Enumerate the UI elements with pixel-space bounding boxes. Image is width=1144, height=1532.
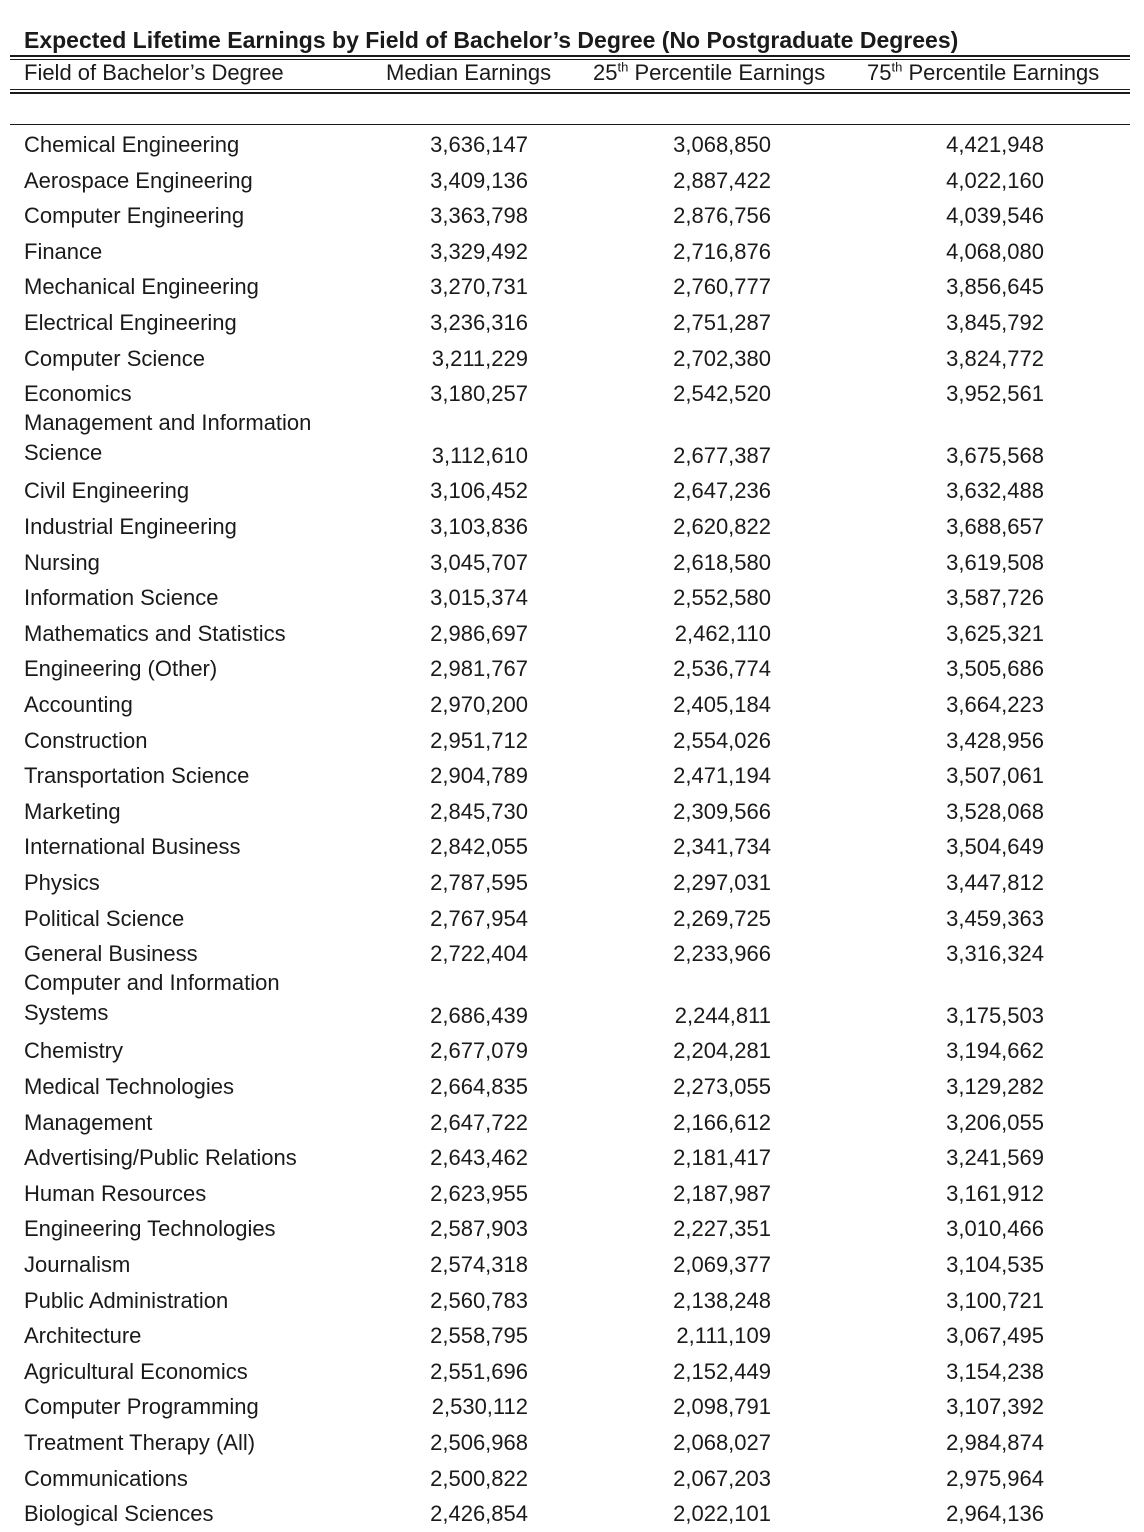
p25-cell: 2,876,756 <box>673 203 771 229</box>
median-cell: 2,970,200 <box>430 692 528 717</box>
median-cell: 2,845,730 <box>430 798 528 824</box>
field-cell: Electrical Engineering <box>24 310 237 335</box>
p75-cell: 3,154,238 <box>946 1358 1044 1384</box>
table-row <box>0 1283 1144 1319</box>
table-row <box>0 1033 1144 1069</box>
p25-cell: 2,233,966 <box>673 941 771 967</box>
p75-cell: 3,856,645 <box>946 274 1044 300</box>
p25-cell: 2,227,351 <box>673 1216 771 1242</box>
p75-cell: 3,241,569 <box>946 1145 1044 1171</box>
p75-cell: 3,194,662 <box>946 1038 1044 1064</box>
table-row <box>0 545 1144 581</box>
field-cell: Medical Technologies <box>24 1074 234 1099</box>
table-row <box>0 198 1144 234</box>
field-cell: Economics <box>24 381 132 407</box>
p75-cell: 4,022,160 <box>946 167 1044 193</box>
median-cell: 3,329,492 <box>430 238 528 264</box>
table-row <box>0 936 1144 972</box>
median-cell: 3,236,316 <box>430 310 528 335</box>
field-cell: Accounting <box>24 692 133 717</box>
column-header-p75-number: 75 <box>867 60 892 85</box>
field-cell: Treatment Therapy (All) <box>24 1430 256 1455</box>
field-cell: Architecture <box>24 1323 142 1349</box>
field-cell: Journalism <box>24 1252 131 1277</box>
median-cell: 2,426,854 <box>430 1501 528 1527</box>
p75-cell: 3,675,568 <box>946 442 1044 468</box>
median-cell: 2,981,767 <box>430 656 528 682</box>
table-row <box>0 473 1144 509</box>
median-cell: 2,500,822 <box>430 1465 528 1491</box>
table-row <box>0 269 1144 305</box>
median-cell: 2,560,783 <box>430 1287 528 1313</box>
median-cell: 2,587,903 <box>430 1216 528 1242</box>
p75-cell: 3,161,912 <box>946 1180 1044 1206</box>
table-row <box>0 1176 1144 1212</box>
field-cell: Computer Science <box>24 345 205 371</box>
field-cell: Political Science <box>24 905 185 931</box>
p75-cell: 3,505,686 <box>946 656 1044 682</box>
table-title: Expected Lifetime Earnings by Field of Bachelor’s Degree (No Postgraduate Degrees) <box>24 27 959 53</box>
median-cell: 3,270,731 <box>430 274 528 300</box>
p75-cell: 3,507,061 <box>946 763 1044 789</box>
p25-cell: 2,069,377 <box>673 1252 771 1277</box>
p25-cell: 2,067,203 <box>673 1465 771 1491</box>
p25-cell: 2,138,248 <box>673 1287 771 1313</box>
table-row <box>0 509 1144 545</box>
table-row <box>0 1496 1144 1532</box>
field-cell: Engineering Technologies <box>24 1216 276 1242</box>
p25-cell: 2,244,811 <box>674 1002 771 1028</box>
p75-cell: 3,952,561 <box>946 381 1044 407</box>
field-cell: Civil Engineering <box>24 478 190 504</box>
p25-cell: 2,273,055 <box>673 1074 771 1099</box>
field-cell: Advertising/Public Relations <box>24 1145 297 1171</box>
p75-cell: 3,010,466 <box>946 1216 1044 1242</box>
table-row <box>0 1425 1144 1461</box>
column-header-p25-number: 25 <box>593 60 618 85</box>
column-header-p75-superscript: th <box>891 59 903 75</box>
p25-cell: 2,751,287 <box>673 310 771 335</box>
p25-cell: 2,111,109 <box>676 1323 771 1349</box>
median-cell: 2,664,835 <box>430 1074 528 1099</box>
table-row <box>0 865 1144 901</box>
field-cell: International Business <box>24 834 241 860</box>
field-cell: Biological Sciences <box>24 1501 214 1527</box>
table-row <box>0 305 1144 341</box>
p25-cell: 2,341,734 <box>673 834 771 860</box>
field-cell: Finance <box>24 238 103 264</box>
table-row <box>0 723 1144 759</box>
median-cell: 3,106,452 <box>430 478 528 504</box>
p75-cell: 3,664,223 <box>946 692 1044 717</box>
median-cell: 3,045,707 <box>430 549 528 575</box>
table-row <box>0 794 1144 830</box>
p75-cell: 3,107,392 <box>946 1394 1044 1420</box>
median-cell: 3,636,147 <box>430 132 528 157</box>
p25-cell: 2,647,236 <box>673 478 771 504</box>
median-cell: 2,643,462 <box>430 1145 528 1171</box>
table-row <box>0 341 1144 377</box>
field-cell: Chemistry <box>24 1038 124 1064</box>
field-cell: Public Administration <box>24 1287 229 1313</box>
p25-cell: 2,716,876 <box>673 238 771 264</box>
p75-cell: 2,975,964 <box>946 1465 1044 1491</box>
p25-cell: 2,677,387 <box>673 442 771 468</box>
median-cell: 2,558,795 <box>430 1323 528 1349</box>
median-cell: 2,506,968 <box>430 1430 528 1455</box>
p75-cell: 3,459,363 <box>946 905 1044 931</box>
median-cell: 2,787,595 <box>430 870 528 895</box>
median-cell: 3,103,836 <box>430 514 528 539</box>
p75-cell: 3,619,508 <box>946 549 1044 575</box>
median-cell: 2,904,789 <box>430 763 528 789</box>
median-cell: 2,647,722 <box>430 1109 528 1135</box>
p75-cell: 2,984,874 <box>946 1430 1044 1455</box>
table-row <box>0 163 1144 199</box>
p75-cell: 3,845,792 <box>946 310 1044 335</box>
median-cell: 2,986,697 <box>430 620 528 646</box>
field-cell: Information Science <box>24 585 219 611</box>
p75-cell: 3,067,495 <box>946 1323 1044 1349</box>
field-cell: Computer Engineering <box>24 203 245 229</box>
median-cell: 3,363,798 <box>430 203 528 229</box>
p75-cell: 3,447,812 <box>946 870 1044 895</box>
table-row <box>0 1247 1144 1283</box>
p75-cell: 3,824,772 <box>946 345 1044 371</box>
median-cell: 2,623,955 <box>430 1180 528 1206</box>
p25-cell: 2,462,110 <box>674 620 771 646</box>
p75-cell: 4,039,546 <box>946 203 1044 229</box>
p75-cell: 4,421,948 <box>946 132 1044 157</box>
field-cell: Aerospace Engineering <box>24 167 253 193</box>
table-row <box>0 1389 1144 1425</box>
median-cell: 2,842,055 <box>430 834 528 860</box>
p25-cell: 2,554,026 <box>673 727 771 753</box>
median-cell: 3,211,229 <box>431 345 528 371</box>
p25-cell: 2,552,580 <box>673 585 771 611</box>
field-cell: Transportation Science <box>24 763 250 789</box>
p25-cell: 2,618,580 <box>673 549 771 575</box>
p75-cell: 3,504,649 <box>946 834 1044 860</box>
column-header-p25-superscript: th <box>617 59 629 75</box>
field-cell: Management <box>24 1109 153 1135</box>
field-cell: Computer Programming <box>24 1394 259 1420</box>
column-header-field-label: Field of Bachelor’s Degree <box>24 60 284 85</box>
p75-cell: 3,104,535 <box>946 1252 1044 1277</box>
median-cell: 2,574,318 <box>430 1252 528 1277</box>
table-row <box>0 580 1144 616</box>
p25-cell: 2,152,449 <box>673 1358 771 1384</box>
median-cell: 2,530,112 <box>431 1394 528 1420</box>
field-cell: Communications <box>24 1465 188 1491</box>
field-cell: Mechanical Engineering <box>24 274 259 300</box>
median-cell: 2,767,954 <box>430 905 528 931</box>
field-cell: Physics <box>24 870 100 895</box>
median-cell: 3,180,257 <box>430 381 528 407</box>
field-cell: Management and Information Science <box>24 409 312 465</box>
table-row <box>0 829 1144 865</box>
table-row <box>0 1140 1144 1176</box>
table-row <box>0 969 1144 1034</box>
median-cell: 3,112,610 <box>431 442 528 468</box>
column-header-median-label: Median Earnings <box>386 60 552 85</box>
table-row <box>0 1105 1144 1141</box>
p25-cell: 2,702,380 <box>673 345 771 371</box>
median-cell: 2,677,079 <box>430 1038 528 1064</box>
field-cell: Industrial Engineering <box>24 514 237 539</box>
p75-cell: 3,428,956 <box>946 727 1044 753</box>
p25-cell: 2,098,791 <box>673 1394 771 1420</box>
p25-cell: 2,542,520 <box>673 381 771 407</box>
p25-cell: 2,269,725 <box>673 905 771 931</box>
field-cell: Construction <box>24 727 148 753</box>
p75-cell: 3,206,055 <box>946 1109 1044 1135</box>
p75-cell: 3,587,726 <box>946 585 1044 611</box>
p25-cell: 2,405,184 <box>673 692 771 717</box>
table-row <box>0 1354 1144 1390</box>
p25-cell: 2,471,194 <box>673 763 771 789</box>
median-cell: 2,951,712 <box>430 727 528 753</box>
p25-cell: 2,068,027 <box>673 1430 771 1455</box>
table-row <box>0 616 1144 652</box>
table-row <box>0 234 1144 270</box>
table-row <box>0 1069 1144 1105</box>
p75-cell: 3,625,321 <box>946 620 1044 646</box>
table-row <box>0 901 1144 937</box>
median-cell: 3,015,374 <box>430 585 528 611</box>
field-cell: Mathematics and Statistics <box>24 620 286 646</box>
table-row <box>0 376 1144 412</box>
p25-cell: 2,022,101 <box>673 1501 771 1527</box>
p25-cell: 2,760,777 <box>673 274 771 300</box>
p25-cell: 2,887,422 <box>673 167 771 193</box>
p75-cell: 3,688,657 <box>946 514 1044 539</box>
column-header-p25-label: Percentile Earnings <box>628 60 826 85</box>
p25-cell: 2,620,822 <box>673 514 771 539</box>
p75-cell: 3,100,721 <box>946 1287 1044 1313</box>
p25-cell: 2,536,774 <box>673 656 771 682</box>
table-row <box>0 127 1144 163</box>
p75-cell: 3,316,324 <box>946 941 1044 967</box>
p75-cell: 3,528,068 <box>946 798 1044 824</box>
p25-cell: 2,181,417 <box>673 1145 771 1171</box>
p75-cell: 4,068,080 <box>946 238 1044 264</box>
column-header-p75-label: Percentile Earnings <box>902 60 1100 85</box>
table-row <box>0 687 1144 723</box>
median-cell: 2,686,439 <box>430 1002 528 1028</box>
table-row <box>0 1211 1144 1247</box>
p75-cell: 3,129,282 <box>946 1074 1044 1099</box>
table-row <box>0 1318 1144 1354</box>
p25-cell: 2,166,612 <box>673 1109 771 1135</box>
field-cell: Computer and Information Systems <box>24 969 280 1025</box>
field-cell: General Business <box>24 941 198 967</box>
field-cell: Chemical Engineering <box>24 132 240 157</box>
field-cell: Marketing <box>24 798 121 824</box>
median-cell: 2,551,696 <box>430 1358 528 1384</box>
field-cell: Engineering (Other) <box>24 656 218 682</box>
p25-cell: 2,309,566 <box>673 798 771 824</box>
field-cell: Nursing <box>24 549 100 575</box>
p25-cell: 2,297,031 <box>673 870 771 895</box>
p75-cell: 3,175,503 <box>946 1002 1044 1028</box>
table-row <box>0 758 1144 794</box>
field-cell: Human Resources <box>24 1180 207 1206</box>
p75-cell: 3,632,488 <box>946 478 1044 504</box>
median-cell: 3,409,136 <box>430 167 528 193</box>
table-row <box>0 409 1144 474</box>
median-cell: 2,722,404 <box>430 941 528 967</box>
p25-cell: 3,068,850 <box>673 132 771 157</box>
p25-cell: 2,204,281 <box>673 1038 771 1064</box>
table-row <box>0 651 1144 687</box>
p25-cell: 2,187,987 <box>673 1180 771 1206</box>
field-cell: Agricultural Economics <box>24 1358 248 1384</box>
table-row <box>0 1461 1144 1497</box>
p75-cell: 2,964,136 <box>946 1501 1044 1527</box>
